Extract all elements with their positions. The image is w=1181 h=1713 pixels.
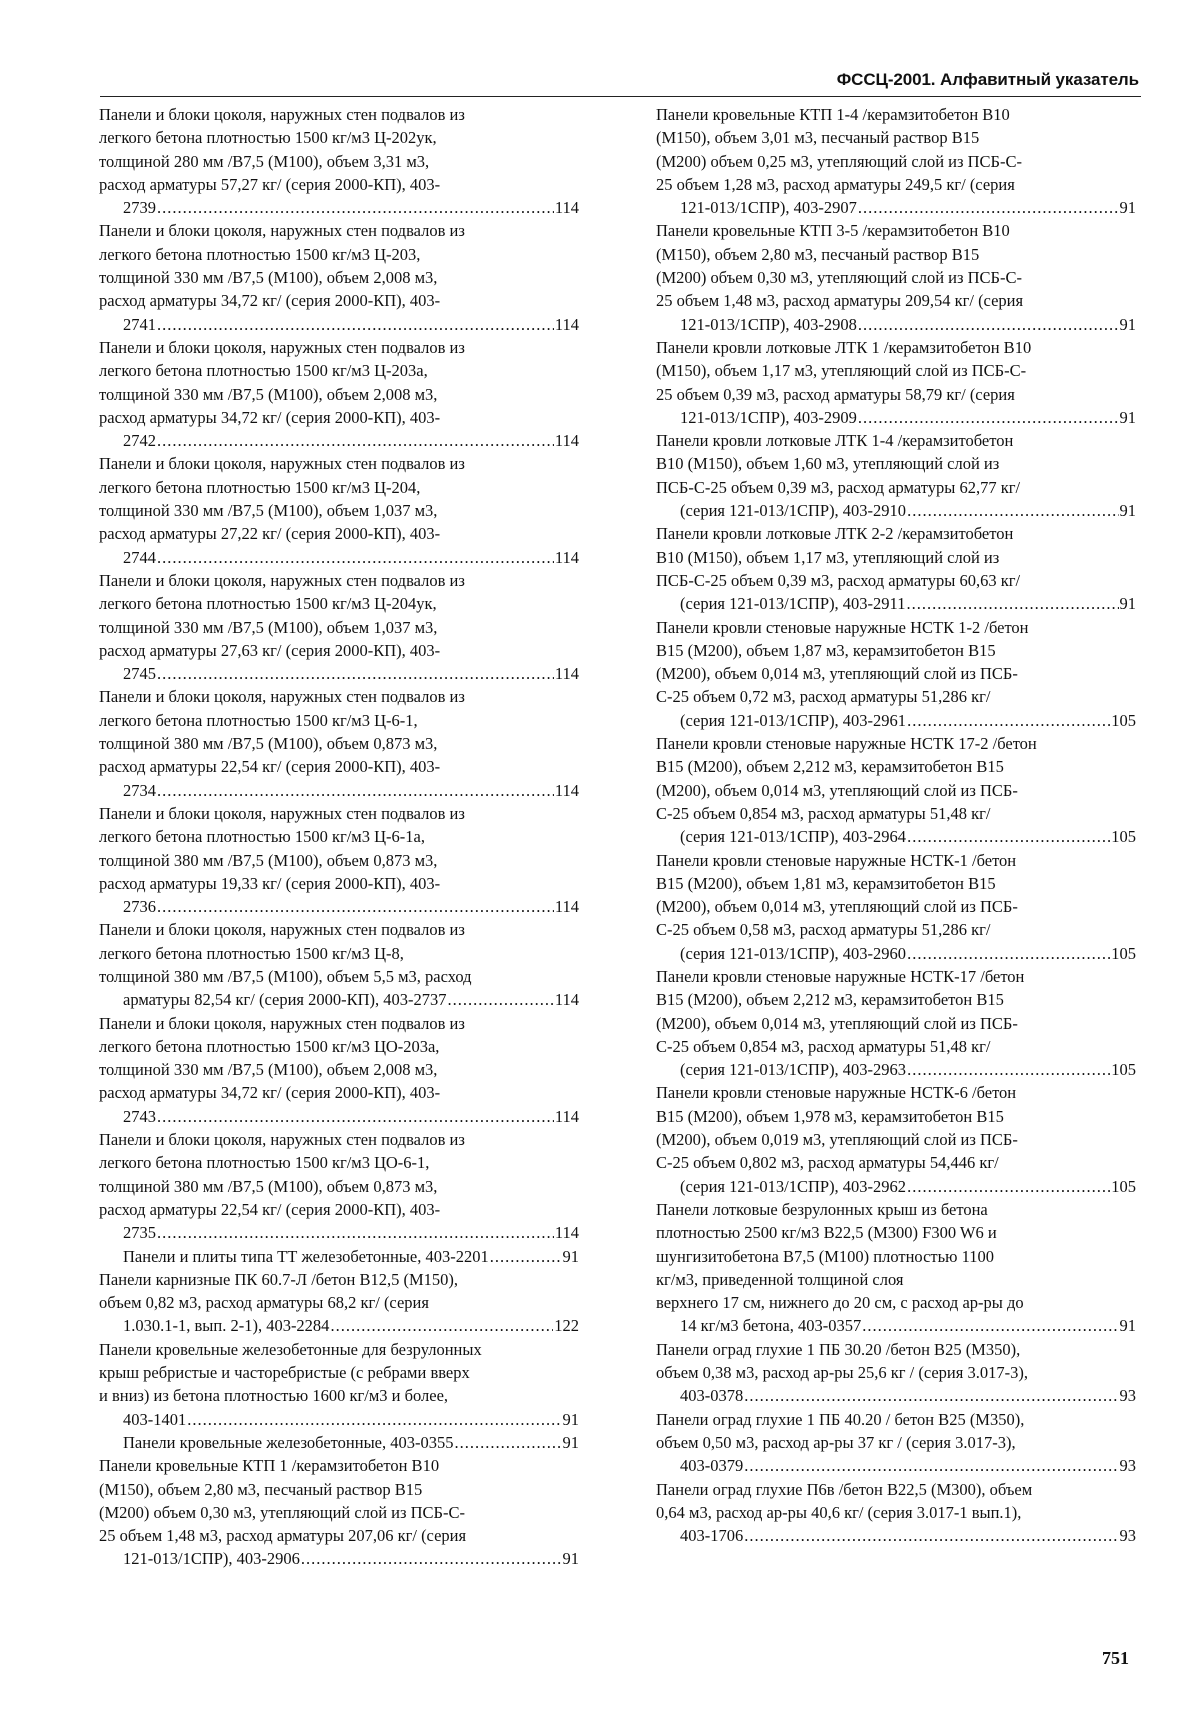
entry-text-line: легкого бетона плотностью 1500 кг/м3 Ц-6-1,	[99, 710, 418, 730]
entry-text-line: Панели кровли стеновые наружные НСТК-1 /бетон	[656, 850, 1017, 870]
entry-page-ref: 105	[1111, 1176, 1136, 1196]
entry-text-line: Панели оград глухие П6в /бетон В22,5 (М300), объем	[656, 1479, 1033, 1499]
entry-page-ref: 114	[554, 1106, 579, 1126]
entry-text-line: толщиной 330 мм /В7,5 (М100), объем 2,008 м3,	[99, 384, 438, 404]
entry-leader-line	[123, 1245, 579, 1268]
left-column	[99, 103, 579, 1571]
entry-text-line: В15 (М200), объем 2,212 м3, керамзитобетон В15	[656, 990, 1004, 1010]
dot-leader	[448, 988, 554, 1011]
index-entry	[656, 429, 1136, 522]
entry-code: арматуры 82,54 кг/ (серия 2000-КП), 403-2737	[123, 990, 447, 1010]
entry-text-line: Панели кровельные КТП 1-4 /керамзитобетон В10	[656, 105, 1010, 124]
entry-text-line: (М150), объем 2,80 м3, песчаный раствор В15	[656, 244, 980, 264]
entry-page-ref: 91	[1119, 314, 1136, 334]
entry-page-ref: 91	[1119, 594, 1136, 614]
index-entry	[99, 103, 579, 219]
entry-text-line: легкого бетона плотностью 1500 кг/м3 Ц-202ук,	[99, 128, 437, 148]
entry-text-line: расход арматуры 57,27 кг/ (серия 2000-КП), 403-	[99, 174, 441, 194]
entry-text-line: Панели оград глухие 1 ПБ 40.20 / бетон В25 (М350),	[656, 1409, 1025, 1429]
entry-leader-line	[680, 196, 1136, 219]
dot-leader	[157, 895, 554, 918]
entry-text-line: Панели и блоки цоколя, наружных стен подвалов из	[99, 570, 465, 590]
entry-leader-line	[680, 942, 1136, 965]
dot-leader	[744, 1454, 1118, 1477]
entry-text-line: (М200), объем 0,014 м3, утепляющий слой из ПСБ-	[656, 1013, 1018, 1033]
entry-text-line: толщиной 380 мм /В7,5 (М100), объем 0,873 м3,	[99, 850, 438, 870]
entry-text-line: (М150), объем 3,01 м3, песчаный раствор В15	[656, 128, 980, 148]
entry-text-line: объем 0,82 м3, расход арматуры 68,2 кг/ (серия	[99, 1293, 429, 1313]
entry-code: (серия 121-013/1СПР), 403-2911	[680, 594, 906, 614]
entry-text-line: С-25 объем 0,854 м3, расход арматуры 51,48 кг/	[656, 1036, 991, 1056]
index-entry	[656, 103, 1136, 219]
entry-leader-line	[123, 1547, 579, 1570]
entry-text-line: 25 объем 1,48 м3, расход арматуры 207,06 кг/ (серия	[99, 1526, 467, 1546]
entry-text-line: толщиной 330 мм /В7,5 (М100), объем 2,008 м3,	[99, 268, 438, 288]
entry-code: 403-0378	[680, 1386, 744, 1406]
entry-leader-line	[123, 429, 579, 452]
index-entry	[99, 918, 579, 1011]
entry-text-line: Панели карнизные ПК 60.7-Л /бетон В12,5 (М150),	[99, 1269, 459, 1289]
entry-page-ref: 114	[554, 314, 579, 334]
index-entry	[99, 1245, 579, 1268]
dot-leader	[187, 1408, 561, 1431]
entry-text-line: В10 (М150), объем 1,17 м3, утепляющий слой из	[656, 547, 1000, 567]
entry-text-line: расход арматуры 27,22 кг/ (серия 2000-КП), 403-	[99, 524, 441, 544]
entry-code: (серия 121-013/1СПР), 403-2961	[680, 710, 907, 730]
entry-leader-line	[680, 1314, 1136, 1337]
entry-page-ref: 105	[1111, 943, 1136, 963]
entry-code: 403-1401	[123, 1409, 187, 1429]
entry-code: Панели и плиты типа ТТ железобетонные, 403-2201	[123, 1246, 489, 1266]
entry-text-line: шунгизитобетона В7,5 (М100) плотностью 1100	[656, 1246, 994, 1266]
entry-text-line: легкого бетона плотностью 1500 кг/м3 Ц-204ук,	[99, 594, 437, 614]
dot-leader	[330, 1314, 553, 1337]
entry-code: (серия 121-013/1СПР), 403-2964	[680, 827, 907, 847]
entry-text-line: расход арматуры 34,72 кг/ (серия 2000-КП), 403-	[99, 407, 441, 427]
entry-text-line: легкого бетона плотностью 1500 кг/м3 Ц-203а,	[99, 361, 428, 381]
index-entry	[656, 849, 1136, 965]
entry-text-line: Панели кровельные железобетонные для безрулонных	[99, 1339, 482, 1359]
entry-text-line: 25 объем 1,48 м3, расход арматуры 209,54 кг/ (серия	[656, 291, 1024, 311]
entry-text-line: крыш ребристые и часторебристые (с ребрами вверх	[99, 1363, 470, 1383]
entry-page-ref: 114	[554, 198, 579, 218]
entry-text-line: плотностью 2500 кг/м3 В22,5 (М300) F300 W6 и	[656, 1223, 997, 1243]
entry-text-line: (М200), объем 0,014 м3, утепляющий слой из ПСБ-	[656, 780, 1018, 800]
entry-code: 2734	[123, 780, 156, 800]
entry-text-line: (М200), объем 0,014 м3, утепляющий слой из ПСБ-	[656, 897, 1018, 917]
entry-code: (серия 121-013/1СПР), 403-2963	[680, 1060, 907, 1080]
entry-leader-line	[680, 1384, 1136, 1407]
entry-code: 121-013/1СПР), 403-2909	[680, 407, 857, 427]
entry-leader-line	[123, 779, 579, 802]
entry-leader-line	[123, 1105, 579, 1128]
dot-leader	[907, 942, 1110, 965]
entry-leader-line	[680, 1058, 1136, 1081]
entry-text-line: толщиной 330 мм /В7,5 (М100), объем 1,037 м3,	[99, 617, 438, 637]
entry-code: 121-013/1СПР), 403-2906	[123, 1549, 300, 1569]
dot-leader	[157, 779, 554, 802]
entry-text-line: (М200) объем 0,25 м3, утепляющий слой из ПСБ-С-	[656, 151, 1023, 171]
entry-leader-line	[680, 406, 1136, 429]
dot-leader	[490, 1245, 562, 1268]
entry-page-ref: 91	[1119, 1316, 1136, 1336]
entry-text-line: Панели кровли лотковые ЛТК 1 /керамзитобетон В10	[656, 337, 1032, 357]
dot-leader	[157, 662, 554, 685]
entry-text-line: легкого бетона плотностью 1500 кг/м3 ЦО-203а,	[99, 1036, 440, 1056]
index-entry	[656, 219, 1136, 335]
dot-leader	[858, 406, 1119, 429]
entry-text-line: ПСБ-С-25 объем 0,39 м3, расход арматуры 62,77 кг/	[656, 477, 1021, 497]
index-entry	[99, 336, 579, 452]
entry-page-ref: 93	[1119, 1526, 1136, 1546]
entry-text-line: Панели и блоки цоколя, наружных стен подвалов из	[99, 1130, 465, 1150]
entry-code: 121-013/1СПР), 403-2907	[680, 198, 857, 218]
dot-leader	[744, 1384, 1118, 1407]
entry-page-ref: 91	[1119, 501, 1136, 521]
index-entry	[99, 802, 579, 918]
entry-leader-line	[123, 662, 579, 685]
entry-code: 2741	[123, 314, 156, 334]
page-number: 751	[1102, 1648, 1129, 1668]
entry-code: 1.030.1-1, вып. 2-1), 403-2284	[123, 1316, 330, 1336]
entry-text-line: ПСБ-С-25 объем 0,39 м3, расход арматуры 60,63 кг/	[656, 570, 1021, 590]
entry-text-line: (М200) объем 0,30 м3, утепляющий слой из ПСБ-С-	[99, 1502, 466, 1522]
dot-leader	[907, 1058, 1110, 1081]
entry-text-line: Панели и блоки цоколя, наружных стен подвалов из	[99, 1013, 465, 1033]
entry-leader-line	[680, 1524, 1136, 1547]
entry-text-line: С-25 объем 0,802 м3, расход арматуры 54,446 кг/	[656, 1153, 999, 1173]
entry-page-ref: 114	[554, 897, 579, 917]
entry-text-line: легкого бетона плотностью 1500 кг/м3 Ц-203,	[99, 244, 421, 264]
entry-text-line: С-25 объем 0,58 м3, расход арматуры 51,286 кг/	[656, 920, 991, 940]
entry-page-ref: 105	[1111, 827, 1136, 847]
entry-text-line: (М150), объем 1,17 м3, утепляющий слой из ПСБ-С-	[656, 361, 1027, 381]
entry-text-line: Панели и блоки цоколя, наружных стен подвалов из	[99, 337, 465, 357]
entry-text-line: объем 0,50 м3, расход ар-ры 37 кг / (серия 3.017-3),	[656, 1432, 1016, 1452]
entry-code: 2736	[123, 897, 156, 917]
index-entry	[99, 1338, 579, 1431]
entry-text-line: расход арматуры 27,63 кг/ (серия 2000-КП), 403-	[99, 640, 441, 660]
index-entry	[99, 1128, 579, 1244]
dot-leader	[858, 196, 1119, 219]
index-entry	[656, 1198, 1136, 1338]
entry-text-line: расход арматуры 34,72 кг/ (серия 2000-КП), 403-	[99, 291, 441, 311]
entry-code: Панели кровельные железобетонные, 403-0355	[123, 1432, 454, 1452]
entry-text-line: толщиной 380 мм /В7,5 (М100), объем 0,873 м3,	[99, 1176, 438, 1196]
entry-page-ref: 91	[562, 1409, 579, 1429]
entry-leader-line	[680, 825, 1136, 848]
entry-leader-line	[123, 1314, 579, 1337]
entry-text-line: Панели кровли лотковые ЛТК 2-2 /керамзитобетон	[656, 524, 1014, 544]
dot-leader	[907, 1175, 1110, 1198]
entry-leader-line	[123, 546, 579, 569]
entry-text-line: Панели и блоки цоколя, наружных стен подвалов из	[99, 454, 465, 474]
entry-page-ref: 114	[554, 1223, 579, 1243]
dot-leader	[157, 429, 554, 452]
dot-leader	[157, 1221, 554, 1244]
entry-text-line: (М150), объем 2,80 м3, песчаный раствор В15	[99, 1479, 423, 1499]
entry-code: 403-1706	[680, 1526, 744, 1546]
entry-text-line: Панели и блоки цоколя, наружных стен подвалов из	[99, 105, 465, 124]
dot-leader	[907, 709, 1110, 732]
index-entry	[656, 616, 1136, 732]
entry-page-ref: 91	[562, 1549, 579, 1569]
entry-text-line: толщиной 330 мм /В7,5 (М100), объем 1,037 м3,	[99, 501, 438, 521]
entry-code: 2735	[123, 1223, 156, 1243]
index-entry	[656, 1408, 1136, 1478]
entry-text-line: легкого бетона плотностью 1500 кг/м3 Ц-6-1а,	[99, 827, 425, 847]
index-entry	[99, 1268, 579, 1338]
entry-text-line: кг/м3, приведенной толщиной слоя	[656, 1269, 904, 1289]
dot-leader	[907, 825, 1110, 848]
entry-page-ref: 91	[1119, 407, 1136, 427]
entry-text-line: Панели и блоки цоколя, наружных стен подвалов из	[99, 687, 465, 707]
entry-text-line: В10 (М150), объем 1,60 м3, утепляющий слой из	[656, 454, 1000, 474]
entry-text-line: толщиной 330 мм /В7,5 (М100), объем 2,008 м3,	[99, 1060, 438, 1080]
entry-page-ref: 105	[1111, 710, 1136, 730]
entry-page-ref: 91	[1119, 198, 1136, 218]
entry-page-ref: 105	[1111, 1060, 1136, 1080]
entry-text-line: Панели лотковые безрулонных крыш из бетона	[656, 1199, 988, 1219]
dot-leader	[157, 313, 554, 336]
entry-code: 121-013/1СПР), 403-2908	[680, 314, 857, 334]
dot-leader	[157, 196, 554, 219]
entry-leader-line	[123, 196, 579, 219]
entry-text-line: объем 0,38 м3, расход ар-ры 25,6 кг / (серия 3.017-3),	[656, 1363, 1028, 1383]
entry-text-line: расход арматуры 34,72 кг/ (серия 2000-КП), 403-	[99, 1083, 441, 1103]
entry-text-line: толщиной 380 мм /В7,5 (М100), объем 5,5 м3, расход	[99, 966, 472, 986]
entry-code: 14 кг/м3 бетона, 403-0357	[680, 1316, 862, 1336]
entry-code: (серия 121-013/1СПР), 403-2960	[680, 943, 907, 963]
entry-page-ref: 114	[554, 990, 579, 1010]
index-entry	[99, 685, 579, 801]
entry-text-line: расход арматуры 22,54 кг/ (серия 2000-КП), 403-	[99, 1199, 441, 1219]
entry-text-line: (М200), объем 0,019 м3, утепляющий слой из ПСБ-	[656, 1130, 1018, 1150]
entry-text-line: Панели кровельные КТП 1 /керамзитобетон В10	[99, 1456, 440, 1476]
entry-page-ref: 91	[562, 1246, 579, 1266]
index-entry	[656, 336, 1136, 429]
entry-text-line: легкого бетона плотностью 1500 кг/м3 Ц-8,	[99, 943, 404, 963]
entry-leader-line	[680, 1454, 1136, 1477]
index-entry	[656, 732, 1136, 848]
dot-leader	[858, 313, 1119, 336]
entry-text-line: В15 (М200), объем 1,978 м3, керамзитобетон В15	[656, 1106, 1004, 1126]
index-entry	[99, 1431, 579, 1454]
entry-code: 2743	[123, 1106, 156, 1126]
dot-leader	[744, 1524, 1118, 1547]
entry-page-ref: 114	[554, 431, 579, 451]
index-entry	[656, 522, 1136, 615]
entry-leader-line	[680, 499, 1136, 522]
entry-page-ref: 93	[1119, 1456, 1136, 1476]
entry-text-line: Панели кровли стеновые наружные НСТК-6 /бетон	[656, 1083, 1017, 1103]
entry-text-line: 25 объем 0,39 м3, расход арматуры 58,79 кг/ (серия	[656, 384, 1015, 404]
entry-text-line: Панели оград глухие 1 ПБ 30.20 /бетон В25 (М350),	[656, 1339, 1021, 1359]
index-entry	[99, 219, 579, 335]
entry-text-line: легкого бетона плотностью 1500 кг/м3 ЦО-6-1,	[99, 1153, 430, 1173]
dot-leader	[157, 546, 554, 569]
entry-leader-line	[680, 313, 1136, 336]
right-column	[656, 103, 1136, 1547]
entry-text-line: 25 объем 1,28 м3, расход арматуры 249,5 кг/ (серия	[656, 174, 1015, 194]
entry-leader-line	[123, 1431, 579, 1454]
entry-text-line: верхнего 17 см, нижнего до 20 см, с расход ар-ры до	[656, 1293, 1024, 1313]
dot-leader	[454, 1431, 561, 1454]
page-header	[100, 66, 1141, 97]
dot-leader	[906, 592, 1118, 615]
index-entry	[656, 1081, 1136, 1197]
entry-page-ref: 91	[562, 1432, 579, 1452]
index-entry	[99, 1454, 579, 1570]
entry-text-line: В15 (М200), объем 2,212 м3, керамзитобетон В15	[656, 757, 1004, 777]
index-entry	[656, 965, 1136, 1081]
entry-page-ref: 114	[554, 547, 579, 567]
dot-leader	[862, 1314, 1118, 1337]
entry-text-line: В15 (М200), объем 1,81 м3, керамзитобетон В15	[656, 873, 996, 893]
entry-leader-line	[680, 709, 1136, 732]
entry-leader-line	[123, 1221, 579, 1244]
index-entry	[99, 569, 579, 685]
running-title: ФССЦ-2001. Алфавитный указатель	[836, 70, 1139, 89]
entry-page-ref: 114	[554, 664, 579, 684]
entry-text-line: Панели кровли лотковые ЛТК 1-4 /керамзитобетон	[656, 431, 1014, 451]
entry-text-line: толщиной 380 мм /В7,5 (М100), объем 0,873 м3,	[99, 734, 438, 754]
entry-text-line: Панели кровли стеновые наружные НСТК 1-2 /бетон	[656, 617, 1029, 637]
entry-text-line: Панели кровли стеновые наружные НСТК 17-2 /бетон	[656, 734, 1037, 754]
entry-leader-line	[123, 313, 579, 336]
entry-leader-line	[680, 592, 1136, 615]
dot-leader	[157, 1105, 554, 1128]
entry-text-line: В15 (М200), объем 1,87 м3, керамзитобетон В15	[656, 640, 996, 660]
entry-text-line: 0,64 м3, расход ар-ры 40,6 кг/ (серия 3.017-1 вып.1),	[656, 1502, 1022, 1522]
entry-leader-line	[123, 895, 579, 918]
entry-code: 2744	[123, 547, 156, 567]
entry-code: (серия 121-013/1СПР), 403-2962	[680, 1176, 907, 1196]
index-entry	[656, 1338, 1136, 1408]
entry-text-line: расход арматуры 22,54 кг/ (серия 2000-КП), 403-	[99, 757, 441, 777]
entry-text-line: (М200) объем 0,30 м3, утепляющий слой из ПСБ-С-	[656, 268, 1023, 288]
entry-code: 2745	[123, 664, 156, 684]
entry-code: 2742	[123, 431, 156, 451]
entry-text-line: Панели и блоки цоколя, наружных стен подвалов из	[99, 920, 465, 940]
entry-text-line: Панели кровельные КТП 3-5 /керамзитобетон В10	[656, 221, 1010, 241]
entry-page-ref: 93	[1119, 1386, 1136, 1406]
index-entry	[99, 1012, 579, 1128]
dot-leader	[301, 1547, 562, 1570]
entry-text-line: (М200), объем 0,014 м3, утепляющий слой из ПСБ-	[656, 664, 1018, 684]
entry-leader-line	[680, 1175, 1136, 1198]
entry-text-line: расход арматуры 19,33 кг/ (серия 2000-КП), 403-	[99, 873, 441, 893]
index-entry	[99, 452, 579, 568]
entry-page-ref: 114	[554, 780, 579, 800]
entry-text-line: С-25 объем 0,72 м3, расход арматуры 51,286 кг/	[656, 687, 991, 707]
entry-text-line: С-25 объем 0,854 м3, расход арматуры 51,48 кг/	[656, 803, 991, 823]
entry-text-line: Панели и блоки цоколя, наружных стен подвалов из	[99, 803, 465, 823]
entry-code: 403-0379	[680, 1456, 744, 1476]
entry-leader-line	[123, 1408, 579, 1431]
entry-code: 2739	[123, 198, 156, 218]
entry-code: (серия 121-013/1СПР), 403-2910	[680, 501, 907, 521]
index-entry	[656, 1478, 1136, 1548]
entry-text-line: легкого бетона плотностью 1500 кг/м3 Ц-204,	[99, 477, 421, 497]
entry-text-line: Панели кровли стеновые наружные НСТК-17 /бетон	[656, 966, 1025, 986]
entry-text-line: Панели и блоки цоколя, наружных стен подвалов из	[99, 221, 465, 241]
entry-page-ref: 122	[554, 1316, 579, 1336]
entry-text-line: и вниз) из бетона плотностью 1600 кг/м3 и более,	[99, 1386, 449, 1406]
dot-leader	[907, 499, 1118, 522]
entry-leader-line	[123, 988, 579, 1011]
entry-text-line: толщиной 280 мм /В7,5 (М100), объем 3,31 м3,	[99, 151, 430, 171]
